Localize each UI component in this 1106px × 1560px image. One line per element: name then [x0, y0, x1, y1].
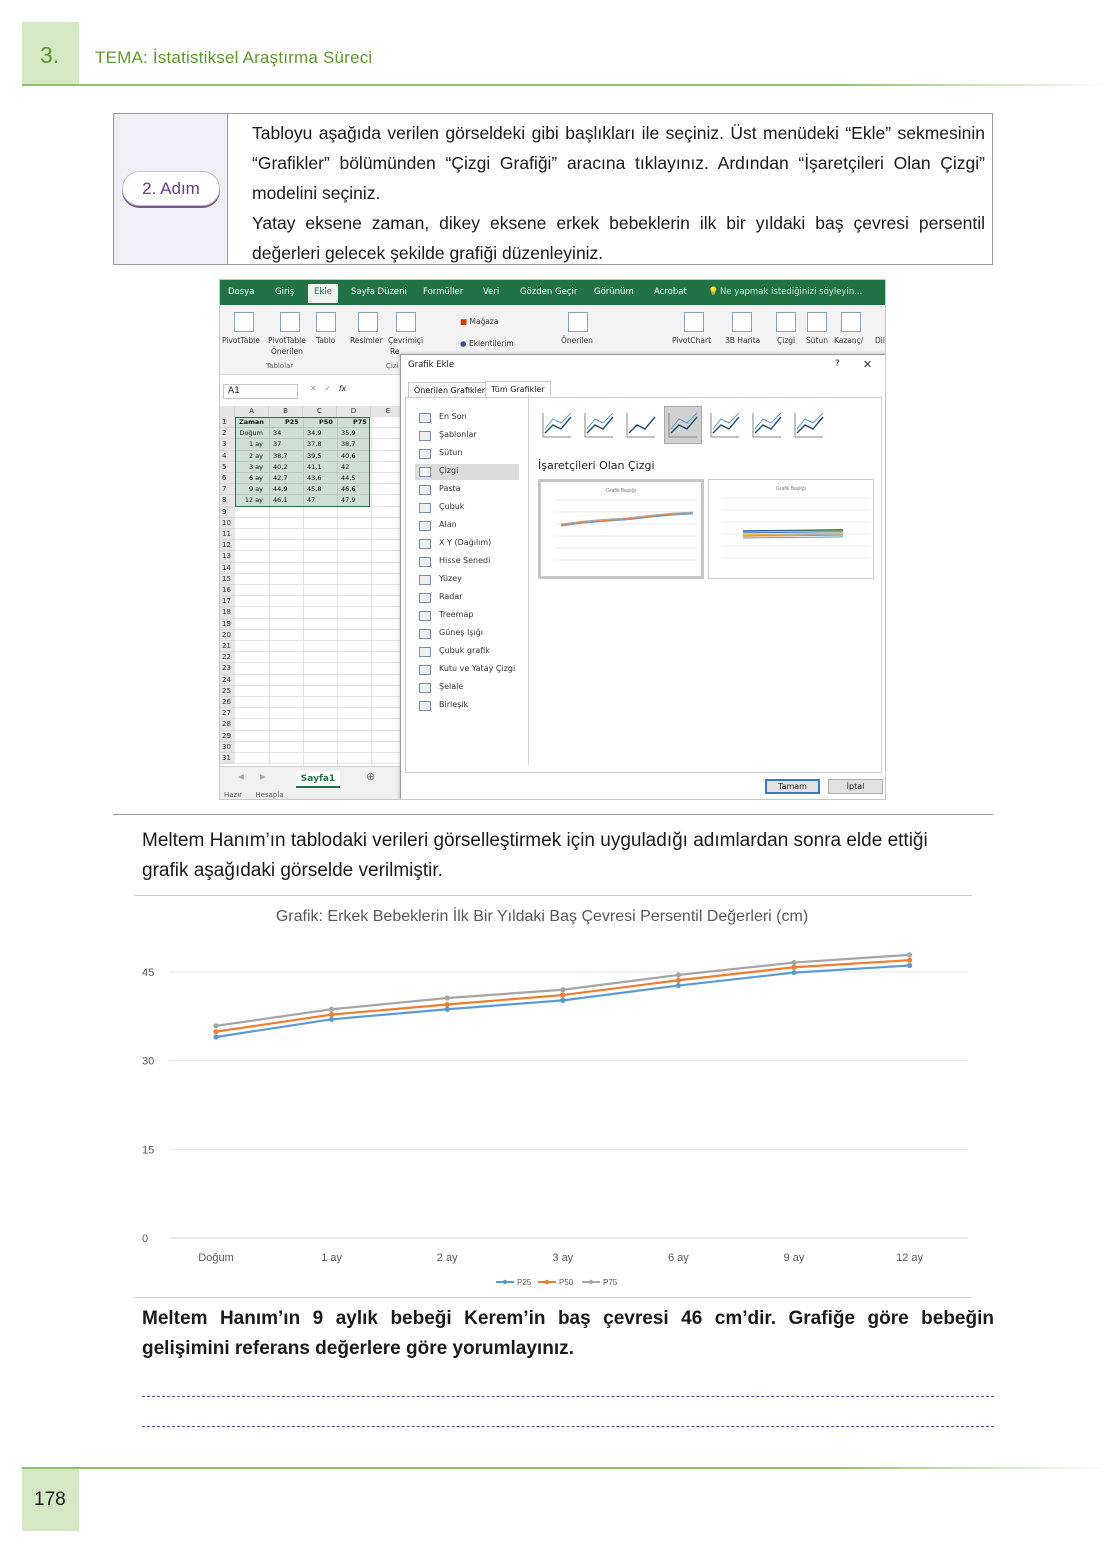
- data-point-p25: [445, 1007, 450, 1012]
- preview-title: Grafik Başlığı: [605, 488, 637, 494]
- section-rule: [113, 814, 993, 815]
- cancel-icon[interactable]: ✕: [310, 384, 317, 393]
- line-chart-icon: [539, 407, 575, 443]
- data-point-p50: [791, 965, 796, 970]
- grid-line: [235, 539, 406, 540]
- row-header[interactable]: 8: [220, 495, 235, 506]
- data-point-p25: [213, 1034, 218, 1039]
- recommended-pivottable-label: PivotTable: [268, 336, 306, 345]
- column-sparkline-icon[interactable]: [807, 312, 827, 332]
- data-point-p25: [676, 983, 681, 988]
- table-cell[interactable]: 47: [307, 496, 316, 505]
- column-header-d[interactable]: D: [337, 406, 371, 417]
- sheet-tab-sayfa1[interactable]: Sayfa1: [296, 771, 340, 788]
- grid-line: [235, 707, 406, 708]
- table-cell[interactable]: 41,1: [307, 462, 322, 471]
- table-cell[interactable]: 6 ay: [248, 474, 263, 482]
- chart-category-icon: [419, 701, 431, 711]
- cancel-button[interactable]: İptal: [828, 779, 883, 794]
- x-tick-label: 9 ay: [783, 1252, 805, 1264]
- row-header[interactable]: 4: [220, 451, 235, 462]
- chart-category-icon: [419, 521, 431, 531]
- line-chart-icon: [791, 407, 827, 443]
- data-point-p25: [791, 970, 796, 975]
- row-header[interactable]: 24: [220, 675, 235, 686]
- pivottable-label: PivotTable: [222, 336, 260, 345]
- dialog-divider: [528, 395, 529, 765]
- x-tick-label: Doğum: [198, 1252, 234, 1264]
- 3d-map-label: 3B Harita: [725, 336, 761, 345]
- chart-category-icon: [419, 611, 431, 621]
- row-header[interactable]: 20: [220, 630, 235, 641]
- footer-rule: [22, 1467, 1106, 1469]
- corner-cell[interactable]: [220, 406, 235, 417]
- chart-category-item[interactable]: Çizgi: [439, 466, 459, 475]
- grid-line: [235, 573, 406, 574]
- header-rule: [22, 84, 1106, 86]
- online-pictures-icon[interactable]: [396, 312, 416, 332]
- row-header[interactable]: 11: [220, 529, 235, 540]
- table-cell[interactable]: 3 ay: [248, 462, 263, 471]
- chart-subtype-option[interactable]: [748, 406, 786, 444]
- preview-title: Grafik Başlığı: [775, 486, 807, 492]
- table-cell[interactable]: 12 ay: [244, 496, 263, 505]
- dialog-content: [405, 397, 882, 773]
- grid-line: [235, 741, 406, 742]
- close-icon[interactable]: ✕: [863, 358, 873, 371]
- x-tick-label: 6 ay: [668, 1252, 689, 1264]
- y-tick-label: 30: [142, 1055, 155, 1068]
- table-cell[interactable]: 38,7: [273, 451, 288, 460]
- y-tick-label: 45: [142, 967, 155, 979]
- chart-category-icon: [419, 413, 431, 423]
- column-header-c[interactable]: C: [303, 406, 337, 417]
- row-header[interactable]: 26: [220, 697, 235, 708]
- legend-marker: [589, 1280, 593, 1284]
- table-header-cell[interactable]: P75: [353, 418, 367, 426]
- illustrations-group-label: Çizi: [386, 362, 399, 370]
- pivotchart-label: PivotChart: [672, 336, 712, 345]
- row-header[interactable]: 22: [220, 652, 235, 663]
- column-header-e[interactable]: E: [371, 406, 406, 417]
- chart-preview-2[interactable]: [708, 479, 874, 579]
- preview-series-line: [743, 532, 843, 533]
- chart-subtype-option[interactable]: [622, 406, 660, 444]
- grid-line: [235, 595, 406, 596]
- chart-subtype-option[interactable]: [580, 406, 618, 444]
- table-cell[interactable]: 39,5: [307, 451, 322, 460]
- table-cell[interactable]: 37,8: [307, 440, 322, 449]
- chart-category-item[interactable]: Şablonlar: [439, 430, 477, 439]
- chart-category-icon: [419, 485, 431, 495]
- store-label: Mağaza: [469, 317, 499, 326]
- table-cell[interactable]: 37: [273, 440, 282, 449]
- online-pictures-label: Çevrimiçi: [388, 336, 424, 345]
- table-cell[interactable]: 43,6: [307, 474, 322, 482]
- grid-line: [235, 651, 406, 652]
- x-tick-label: 1 ay: [321, 1252, 342, 1264]
- my-addins-label: Eklentilerim: [468, 339, 514, 348]
- table-cell[interactable]: 38,7: [341, 440, 356, 449]
- chart-title: Grafik: Erkek Bebeklerin İlk Bir Yıldaki Baş Çevresi Persentil Değerleri (cm): [275, 908, 809, 925]
- row-header[interactable]: 10: [220, 518, 235, 529]
- win-loss-icon[interactable]: [841, 312, 861, 332]
- recommended-pivottable-label-2: Önerilen: [271, 347, 303, 356]
- grid-line: [235, 618, 406, 619]
- line-chart-icon: [623, 407, 659, 443]
- legend-marker: [503, 1280, 507, 1284]
- row-header[interactable]: 7: [220, 484, 235, 495]
- fx-label: fx: [338, 384, 347, 393]
- table-cell[interactable]: 45,8: [307, 485, 322, 494]
- table-cell[interactable]: 44,5: [341, 474, 356, 482]
- table-cell[interactable]: Doğum: [239, 429, 263, 438]
- next-sheet-icon[interactable]: ▶: [260, 772, 266, 781]
- table-cell[interactable]: 42,7: [273, 474, 288, 482]
- table-cell[interactable]: 2 ay: [248, 451, 263, 460]
- data-point-p50: [676, 978, 681, 983]
- ribbon-tab-bar: [220, 280, 886, 305]
- data-point-p50: [329, 1012, 334, 1017]
- table-header-cell[interactable]: P50: [319, 418, 333, 426]
- ok-button[interactable]: Tamam: [765, 779, 820, 794]
- chart-category-item[interactable]: Radar: [439, 592, 463, 601]
- tab-recommended-charts[interactable]: Önerilen Grafikler: [408, 382, 491, 398]
- data-point-p50: [213, 1029, 218, 1034]
- grid-line: [235, 718, 406, 719]
- row-header[interactable]: 23: [220, 663, 235, 674]
- row-header[interactable]: 13: [220, 551, 235, 562]
- insert-chart-dialog: [400, 354, 886, 800]
- chart-category-item[interactable]: Yüzey: [439, 574, 462, 583]
- tab-gorunum[interactable]: Görünüm: [594, 287, 634, 297]
- tab-gozden-gecir[interactable]: Gözden Geçir: [520, 287, 578, 297]
- question-text: Meltem Hanım’ın 9 aylık bebeği Kerem’in baş çevresi 46 cm’dir. Grafiğe göre bebeğin gelişimini referans değerlere göre yorumlayınız.: [142, 1308, 994, 1359]
- tables-group-label: Tablolar: [266, 362, 294, 370]
- check-icon[interactable]: ✓: [324, 384, 332, 393]
- pivottable-icon[interactable]: [234, 312, 254, 332]
- pivotchart-icon[interactable]: [684, 312, 704, 332]
- chart-category-item[interactable]: Pasta: [439, 484, 461, 493]
- pictures-label: Resimler: [350, 336, 383, 345]
- table-icon[interactable]: [316, 312, 336, 332]
- unit-title: TEMA: İstatistiksel Araştırma Süreci: [95, 48, 373, 67]
- chart-category-item[interactable]: Hisse Senedi: [439, 556, 491, 565]
- answer-line: [142, 1426, 994, 1427]
- row-header[interactable]: 9: [220, 507, 235, 518]
- chart-category-item[interactable]: Sütun: [439, 448, 463, 457]
- chart-category-item[interactable]: X Y (Dağılım): [439, 538, 492, 547]
- chart-category-icon: [419, 539, 431, 549]
- line-sparkline-icon[interactable]: [776, 312, 796, 332]
- chart-category-icon: [419, 467, 431, 477]
- chart-category-icon: [419, 575, 431, 585]
- table-cell[interactable]: 40,6: [341, 451, 356, 460]
- row-header[interactable]: 2: [220, 428, 235, 439]
- chart-category-item[interactable]: Alan: [439, 520, 457, 529]
- line-chart-icon: [749, 407, 785, 443]
- row-header[interactable]: 25: [220, 686, 235, 697]
- table-header-cell[interactable]: P25: [285, 418, 299, 426]
- chart-category-item[interactable]: En Son: [439, 412, 467, 421]
- chart-category-icon: [419, 593, 431, 603]
- lightbulb-icon: 💡: [708, 287, 719, 297]
- store-icon: ■: [460, 317, 468, 326]
- grid-line: [235, 584, 406, 585]
- page-number: 178: [34, 1489, 66, 1510]
- data-point-p25: [560, 998, 565, 1003]
- step-instructions: [252, 118, 985, 268]
- add-sheet-icon[interactable]: ⊕: [366, 770, 376, 783]
- excel-screenshot: [219, 279, 886, 800]
- chart-preview-1[interactable]: [538, 479, 704, 579]
- my-addins-button[interactable]: [460, 339, 514, 348]
- name-box[interactable]: A1: [223, 384, 298, 399]
- grid-line: [235, 517, 406, 518]
- grid-line: [235, 528, 406, 529]
- y-tick-label: 15: [142, 1144, 155, 1157]
- row-header[interactable]: 16: [220, 585, 235, 596]
- table-cell[interactable]: 44,9: [273, 485, 288, 494]
- step-instruction-1: Tabloyu aşağıda verilen görseldeki gibi başlıkları ile seçiniz. Üst menüdeki “Ekle” sekmesinin “Grafikler” bölümünden “Çizgi Grafiği” aracına tıklayınız. Ardından “İşaretçileri Olan Çizgi” modelini seçiniz.: [252, 123, 985, 203]
- tab-sayfa-duzeni[interactable]: Sayfa Düzeni: [351, 287, 407, 297]
- data-point-p50: [560, 992, 565, 997]
- chart-subtype-option[interactable]: [706, 406, 744, 444]
- grid-line: [235, 629, 406, 630]
- tab-formuller[interactable]: Formüller: [423, 287, 464, 297]
- line-chart-icon: [707, 407, 743, 443]
- line-chart-icon: [581, 407, 617, 443]
- grid-line: [235, 763, 406, 764]
- table-cell[interactable]: 1 ay: [248, 440, 263, 449]
- data-point-p50: [445, 1002, 450, 1007]
- chart-category-icon: [419, 557, 431, 567]
- x-tick-label: 3 ay: [552, 1252, 574, 1264]
- grid-line: [235, 562, 406, 563]
- table-label: Tablo: [316, 336, 336, 345]
- chart-subtype-option[interactable]: [664, 406, 702, 444]
- chart-category-item[interactable]: Treemap: [439, 610, 474, 619]
- data-point-p75: [791, 960, 796, 965]
- chart-category-icon: [419, 665, 431, 675]
- data-point-p25: [907, 963, 912, 968]
- chart-category-icon: [419, 503, 431, 513]
- row-header[interactable]: 18: [220, 607, 235, 618]
- data-point-p75: [213, 1023, 218, 1028]
- legend-label: P25: [517, 1278, 532, 1287]
- row-header[interactable]: 29: [220, 731, 235, 742]
- grid-line: [235, 696, 406, 697]
- table-cell[interactable]: 46,1: [273, 496, 288, 505]
- tell-me-box[interactable]: Ne yapmak istediğinizi söyleyin...: [720, 287, 863, 297]
- grid-line: [371, 417, 372, 776]
- worksheet-grid[interactable]: [220, 406, 406, 776]
- table-cell[interactable]: 34,9: [307, 429, 322, 438]
- more-label: Dil: [875, 336, 885, 345]
- row-header[interactable]: 21: [220, 641, 235, 652]
- answer-line: [142, 1396, 994, 1397]
- column-header-a[interactable]: A: [235, 406, 269, 417]
- tab-veri[interactable]: Veri: [483, 287, 500, 297]
- data-point-p75: [560, 987, 565, 992]
- line-chart-svg: [134, 896, 972, 1299]
- column-header-b[interactable]: B: [269, 406, 303, 417]
- dialog-title: Grafik Ekle: [408, 360, 455, 370]
- table-cell[interactable]: 34: [273, 429, 282, 438]
- recommended-charts-icon[interactable]: [568, 312, 588, 332]
- chart-category-icon: [419, 629, 431, 639]
- legend-label: P75: [603, 1278, 618, 1287]
- step-box: [113, 113, 993, 265]
- data-point-p50: [907, 958, 912, 963]
- row-header[interactable]: 6: [220, 473, 235, 484]
- grid-line: [235, 674, 406, 675]
- addins-icon: ●: [460, 339, 467, 348]
- grid-line: [235, 606, 406, 607]
- chart-subtype-option[interactable]: [790, 406, 828, 444]
- chart-category-item[interactable]: Şelale: [439, 682, 464, 691]
- row-header[interactable]: 5: [220, 462, 235, 473]
- x-tick-label: 2 ay: [436, 1252, 458, 1264]
- store-button[interactable]: [460, 317, 498, 326]
- help-icon[interactable]: ?: [835, 359, 840, 369]
- table-cell[interactable]: 9 ay: [248, 485, 263, 494]
- grid-line: [235, 550, 406, 551]
- data-point-p75: [676, 972, 681, 977]
- chart-subtype-option[interactable]: [538, 406, 576, 444]
- chart-category-item[interactable]: Çubuk: [439, 502, 465, 511]
- row-header[interactable]: 15: [220, 574, 235, 585]
- line-chart: [134, 895, 972, 1298]
- chart-category-icon: [419, 431, 431, 441]
- table-cell[interactable]: 47,9: [341, 496, 356, 505]
- tab-ekle[interactable]: Ekle: [308, 284, 338, 303]
- subtype-title: İşaretçileri Olan Çizgi: [538, 459, 655, 472]
- row-header[interactable]: 30: [220, 742, 235, 753]
- table-cell[interactable]: 42: [341, 462, 350, 471]
- chart-category-item[interactable]: Çubuk grafik: [439, 646, 490, 655]
- status-calculate: Hesapla: [255, 791, 284, 799]
- grid-line: [235, 685, 406, 686]
- preview-chart-2: [709, 480, 873, 578]
- data-point-p25: [329, 1017, 334, 1022]
- chart-category-item[interactable]: Kutu ve Yatay Çizgi: [439, 664, 516, 673]
- legend-label: P50: [559, 1278, 574, 1287]
- data-point-p75: [329, 1007, 334, 1012]
- status-ready: Hazır: [224, 791, 243, 799]
- step-label: 2. Adım: [122, 171, 220, 206]
- row-header[interactable]: 1: [220, 417, 235, 428]
- 3d-map-icon[interactable]: [732, 312, 752, 332]
- row-header[interactable]: 17: [220, 596, 235, 607]
- recommended-pivottable-icon[interactable]: [280, 312, 300, 332]
- legend-marker: [545, 1280, 549, 1284]
- table-header-cell[interactable]: Zaman: [239, 418, 264, 426]
- tab-all-charts[interactable]: Tüm Grafikler: [485, 381, 551, 397]
- row-header[interactable]: 12: [220, 540, 235, 551]
- x-tick-label: 12 ay: [896, 1252, 924, 1264]
- tab-dosya[interactable]: Dosya: [228, 287, 255, 297]
- data-point-p75: [907, 952, 912, 957]
- y-tick-label: 0: [142, 1233, 149, 1245]
- table-cell[interactable]: 35,9: [341, 429, 356, 438]
- row-header[interactable]: 14: [220, 563, 235, 574]
- row-header[interactable]: 19: [220, 619, 235, 630]
- grid-line: [235, 730, 406, 731]
- row-header[interactable]: 27: [220, 708, 235, 719]
- prev-sheet-icon[interactable]: ◀: [238, 772, 244, 781]
- tab-giris[interactable]: Giriş: [275, 287, 295, 297]
- step-instruction-2: Yatay eksene zaman, dikey eksene erkek bebeklerin ilk bir yıldaki baş çevresi persentil değerleri gelecek şekilde grafiği düzenleyiniz.: [252, 213, 985, 263]
- table-cell[interactable]: 46,6: [341, 485, 356, 494]
- grid-line: [235, 752, 406, 753]
- line-chart-icon: [665, 407, 701, 443]
- recommended-charts-label: Önerilen: [561, 336, 593, 345]
- unit-number: 3.: [40, 42, 60, 68]
- row-header[interactable]: 28: [220, 719, 235, 730]
- tab-acrobat[interactable]: Acrobat: [654, 287, 687, 297]
- grid-line: [235, 640, 406, 641]
- chart-category-item[interactable]: Güneş Işığı: [439, 628, 484, 637]
- win-loss-label: Kazanç/: [834, 336, 864, 345]
- pictures-icon[interactable]: [358, 312, 378, 332]
- intro-paragraph: Meltem Hanım’ın tablodaki verileri görselleştirmek için uyguladığı adımlardan sonra elde ettiği grafik aşağıdaki görselde verilmiştir.: [142, 830, 928, 881]
- chart-category-icon: [419, 647, 431, 657]
- online-pictures-label-2: Re: [390, 347, 400, 356]
- data-point-p75: [445, 995, 450, 1000]
- chart-category-icon: [419, 683, 431, 693]
- column-sparkline-label: Sütun: [806, 336, 828, 345]
- chart-category-item[interactable]: Birleşik: [439, 700, 469, 709]
- line-sparkline-label: Çizgi: [777, 336, 796, 345]
- row-header[interactable]: 31: [220, 753, 235, 764]
- chart-category-icon: [419, 449, 431, 459]
- row-header[interactable]: 3: [220, 439, 235, 450]
- formula-bar[interactable]: [310, 384, 410, 399]
- grid-line: [235, 662, 406, 663]
- preview-series-line: [743, 537, 843, 538]
- table-cell[interactable]: 40,2: [273, 462, 288, 471]
- step-label-cell: [114, 114, 228, 264]
- preview-chart-1: [541, 482, 701, 576]
